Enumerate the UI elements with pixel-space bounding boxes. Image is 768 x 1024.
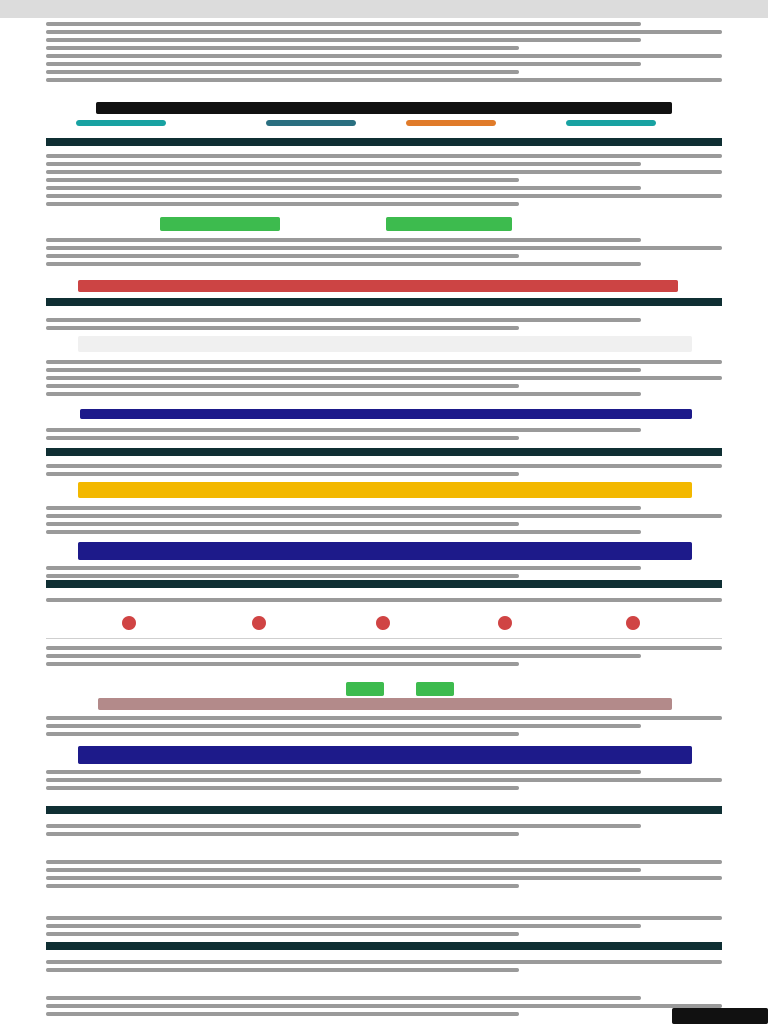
feature-pill-row <box>76 120 696 132</box>
intro-text <box>46 18 722 94</box>
section-band <box>46 298 722 306</box>
section-band <box>46 448 722 456</box>
section-body <box>46 502 722 538</box>
section-body <box>46 856 722 902</box>
divider <box>46 638 722 639</box>
video-banner[interactable] <box>80 409 692 419</box>
section-body <box>46 956 722 978</box>
heart-icon[interactable] <box>122 616 136 630</box>
section-band <box>46 138 722 146</box>
video-banner[interactable] <box>96 102 672 114</box>
section-body <box>46 356 722 404</box>
heart-icon[interactable] <box>252 616 266 630</box>
feature-pill[interactable] <box>566 120 656 126</box>
section-body <box>46 460 722 482</box>
section-body <box>46 642 722 680</box>
promo-banner[interactable] <box>78 280 678 292</box>
cta-button-row <box>160 217 610 231</box>
promo-banner[interactable] <box>78 482 692 498</box>
heart-icon[interactable] <box>376 616 390 630</box>
icon-row <box>46 612 722 634</box>
feature-pill[interactable] <box>76 120 166 126</box>
cta-button[interactable] <box>160 217 280 231</box>
section-body <box>46 766 722 802</box>
section-band <box>46 942 722 950</box>
cta-button[interactable] <box>346 682 384 696</box>
browser-bar <box>0 0 768 18</box>
section-body <box>46 562 722 578</box>
feature-pill[interactable] <box>406 120 496 126</box>
section-body <box>46 992 722 1020</box>
heart-icon[interactable] <box>498 616 512 630</box>
section-body <box>46 234 722 274</box>
info-strip <box>78 336 692 352</box>
section-body <box>46 912 722 938</box>
section-body <box>46 314 722 338</box>
video-banner[interactable] <box>78 746 692 764</box>
section-body <box>46 712 722 744</box>
chat-widget[interactable] <box>672 1008 768 1024</box>
section-body <box>46 594 722 608</box>
feature-pill[interactable] <box>266 120 356 126</box>
promo-banner[interactable] <box>98 698 672 710</box>
cta-button[interactable] <box>416 682 454 696</box>
video-banner[interactable] <box>78 542 692 560</box>
section-band <box>46 806 722 814</box>
small-cta-row <box>316 682 456 696</box>
section-body <box>46 820 722 842</box>
heart-icon[interactable] <box>626 616 640 630</box>
section-band <box>46 580 722 588</box>
cta-button[interactable] <box>386 217 512 231</box>
section-body <box>46 424 722 442</box>
section-body <box>46 150 722 214</box>
